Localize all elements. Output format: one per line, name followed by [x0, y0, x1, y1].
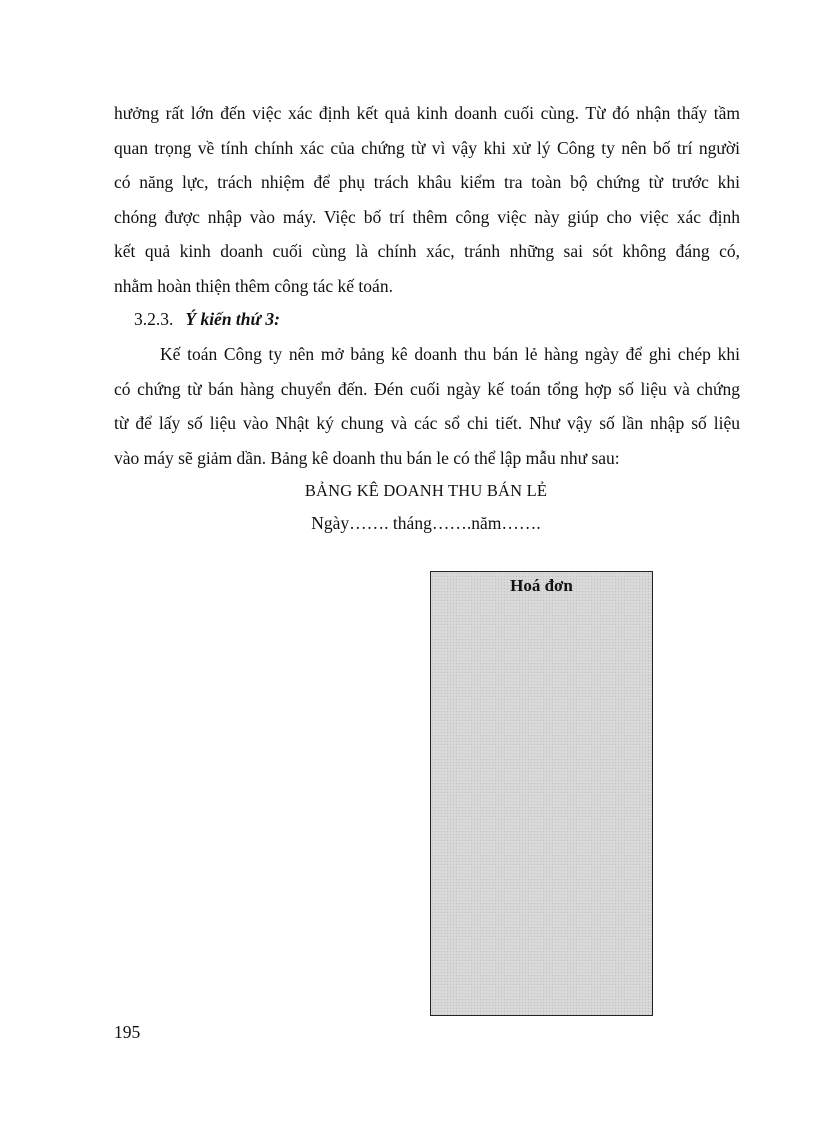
- paragraph-line: hưởng rất lớn đến việc xác định kết quả kinh doanh cuối cùng. Từ đó nhận thấy tầm: [114, 103, 740, 123]
- page-number: 195: [114, 1022, 141, 1042]
- paragraph-line: Kế toán Công ty nên mở bảng kê doanh thu bán lẻ hàng ngày để ghi chép khi: [160, 344, 740, 364]
- paragraph-line: chóng được nhập vào máy. Việc bố trí thêm công việc này giúp cho việc xác định: [114, 206, 740, 227]
- paragraph-line: từ để lấy số liệu vào Nhật ký chung và các sổ chi tiết. Như vậy số lần nhập số liệu: [114, 413, 740, 433]
- section-number: 3.2.3.: [134, 309, 174, 329]
- paragraph-1: [114, 96, 740, 303]
- invoice-column: [430, 571, 653, 1016]
- table-date-line: Ngày……. tháng…….năm…….: [311, 513, 541, 533]
- paragraph-line: kết quả kinh doanh cuối cùng là chính xác, tránh những sai sót không đáng có,: [114, 241, 740, 261]
- section-title: Ý kiến thứ 3:: [185, 309, 280, 329]
- invoice-column-header: Hoá đơn: [510, 576, 573, 595]
- paragraph-line: có năng lực, trách nhiệm để phụ trách khâu kiểm tra toàn bộ chứng từ trước khi: [114, 172, 740, 192]
- paragraph-line: vào máy sẽ giảm dần. Bảng kê doanh thu bán le có thể lập mẫu như sau:: [114, 447, 620, 468]
- paragraph-line: nhằm hoàn thiện thêm công tác kế toán.: [114, 275, 393, 296]
- section-heading: [134, 302, 280, 337]
- paragraph-line: quan trọng về tính chính xác của chứng từ vì vậy khi xử lý Công ty nên bố trí người: [114, 137, 740, 158]
- paragraph-2: [114, 337, 740, 475]
- table-title: BẢNG KÊ DOANH THU BÁN LẺ: [304, 481, 548, 500]
- paragraph-line: có chứng từ bán hàng chuyển đến. Đén cuối ngày kế toán tổng hợp số liệu và chứng: [114, 378, 740, 399]
